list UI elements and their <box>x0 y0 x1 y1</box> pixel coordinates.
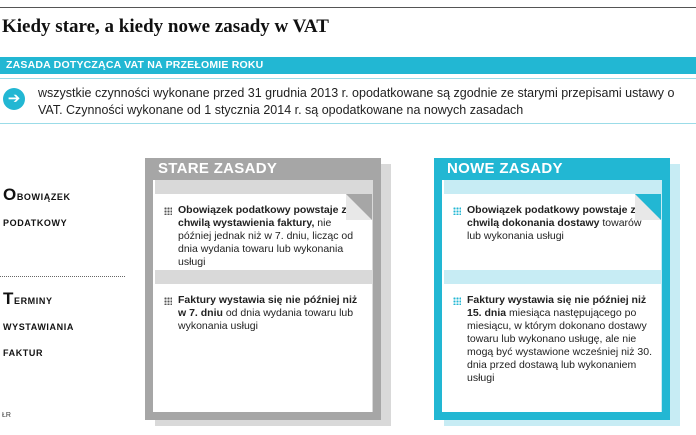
column-header: NOWE ZASADY <box>434 158 670 180</box>
card-bold-text: Obowiązek podatkowy powstaje z chwilą dokonania dostawy <box>467 204 636 229</box>
row-label-deadlines <box>3 286 74 365</box>
page-fold-icon <box>635 194 661 220</box>
dots-icon <box>164 207 172 215</box>
page-title: Kiedy stare, a kiedy nowe zasady w VAT <box>2 16 329 37</box>
info-text: wszystkie czynności wykonane przed 31 grudnia 2013 r. opodatkowane są zgodnie ze starymi przepisami ustawy o VAT. Czynności wykonane od 1 stycznia 2014 r. są opodatkowane na nowych zasadach <box>38 86 675 117</box>
info-box <box>0 78 696 124</box>
dots-icon <box>453 297 461 305</box>
row-label-initial: O <box>3 185 17 204</box>
column-new-rules <box>434 158 680 426</box>
card-bold-text: Obowiązek podatkowy powstaje z chwilą wystawienia faktury, <box>178 204 347 229</box>
card-text: towarów lub wykonania usługi <box>467 217 642 242</box>
row-label-line1: bowiązek <box>16 188 71 203</box>
row-label-line2: podatkowy <box>3 214 68 229</box>
row-label-line1: erminy <box>13 292 53 307</box>
row-label-obligation <box>3 182 71 235</box>
dots-icon <box>164 297 172 305</box>
card-text: nie później jednak niż w 7. dniu, licząc od dnia wydania towaru lub wykonania usługi <box>178 217 354 268</box>
page-fold-icon <box>346 194 372 220</box>
author-initials: ŁR <box>2 412 11 419</box>
card-bold-text: Faktury wystawia się nie później niż w 7. dniu <box>178 294 358 319</box>
card-text: od dnia wydania towaru lub wykonania usługi <box>178 307 354 332</box>
card-obligation <box>443 194 661 270</box>
card-deadlines <box>154 284 372 412</box>
top-rule <box>0 7 696 8</box>
row-label-initial: T <box>3 289 14 308</box>
card-obligation <box>154 194 372 270</box>
column-old-rules <box>145 158 391 426</box>
card-deadlines <box>443 284 661 412</box>
column-header: STARE ZASADY <box>145 158 381 180</box>
row-label-line3: faktur <box>3 344 44 359</box>
dots-icon <box>453 207 461 215</box>
card-text: miesiąca następującego po miesiącu, w którym dokonano dostawy towaru lub wykonano usługę, ale nie mogą być wystawione wcześniej niż 30. dnia przed dostawą lub wykonaniem usługi <box>467 307 653 384</box>
row-label-line2: wystawiania <box>3 318 74 333</box>
arrow-right-icon: ➔ <box>3 88 25 110</box>
row-divider <box>0 276 125 277</box>
card-bold-text: Faktury wystawia się nie później niż 15. dnia <box>467 294 647 319</box>
section-banner: ZASADA DOTYCZĄCA VAT NA PRZEŁOMIE ROKU <box>0 57 696 74</box>
